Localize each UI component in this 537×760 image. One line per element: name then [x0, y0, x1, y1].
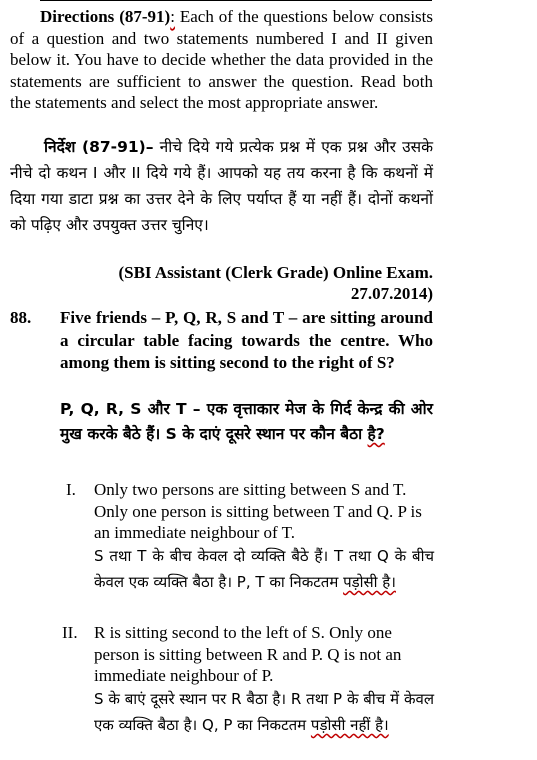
- directions-heading: Directions (87-91): [40, 7, 171, 26]
- exam-source-line1: (SBI Assistant (Clerk Grade) Online Exam.: [118, 263, 433, 282]
- question-text-hindi: P, Q, R, S और T – एक वृत्ताकार मेज के गिर्द केन्द्र की ओर मुख करके बैठे हैं। S के दाएं दूसरे स्थान पर कौन बैठा है?: [60, 400, 433, 443]
- top-rule: [40, 0, 432, 1]
- directions-english: [10, 6, 433, 114]
- statement-1-hindi: S तथा T के बीच केवल दो व्यक्ति बैठे हैं। T तथा Q के बीच केवल एक व्यक्ति बैठा है। P, T का निकटतम पड़ोसी है।: [94, 547, 434, 591]
- directions-body: Each of the questions below consists of a question and two statements numbered I and II given below it. You have to decide whether the data provided in the statements are sufficient to answer the question. Read both the statements and select the most appropriate answer.: [10, 7, 434, 112]
- question-text-english: Five friends – P, Q, R, S and T – are sitting around a circular table facing towards the centre. Who among them is sitting second to the right of S?: [60, 308, 433, 372]
- directions-hindi: [10, 134, 433, 238]
- directions-heading-hindi: निर्देश (87-91)–: [44, 138, 154, 156]
- directions-body-hindi: नीचे दिये गये प्रत्येक प्रश्न में एक प्रश्न और उसके नीचे दो कथन I और II दिये गये हैं। आपको यह तय करना है कि कथनों में दिया गया डाटा प्रश्न का उत्तर देने के लिए पर्याप्त हैं या नहीं हैं। दोनों कथनों को पढ़िए और उपयुक्त उत्तर चुनिए।: [10, 138, 433, 234]
- exam-source-line2: 27.07.2014): [350, 284, 433, 303]
- question-number: 88.: [10, 308, 32, 327]
- exam-source: [60, 262, 433, 304]
- statement-2-hindi: S के बाएं दूसरे स्थान पर R बैठा है। R तथा P के बीच में केवल एक व्यक्ति बैठा है। Q, P का निकटतम पड़ोसी नहीं है।: [94, 690, 434, 734]
- statement-1-label: I.: [66, 480, 76, 499]
- statement-2-english: R is sitting second to the left of S. Only one person is sitting between R and P. Q is not an immediate neighbour of P.: [94, 623, 402, 685]
- statement-1-english: Only two persons are sitting between S and T. Only one person is sitting between T and Q. P is an immediate neighbour of T.: [94, 480, 422, 542]
- statement-2-label: II.: [62, 623, 78, 642]
- directions-colon: :: [170, 7, 175, 26]
